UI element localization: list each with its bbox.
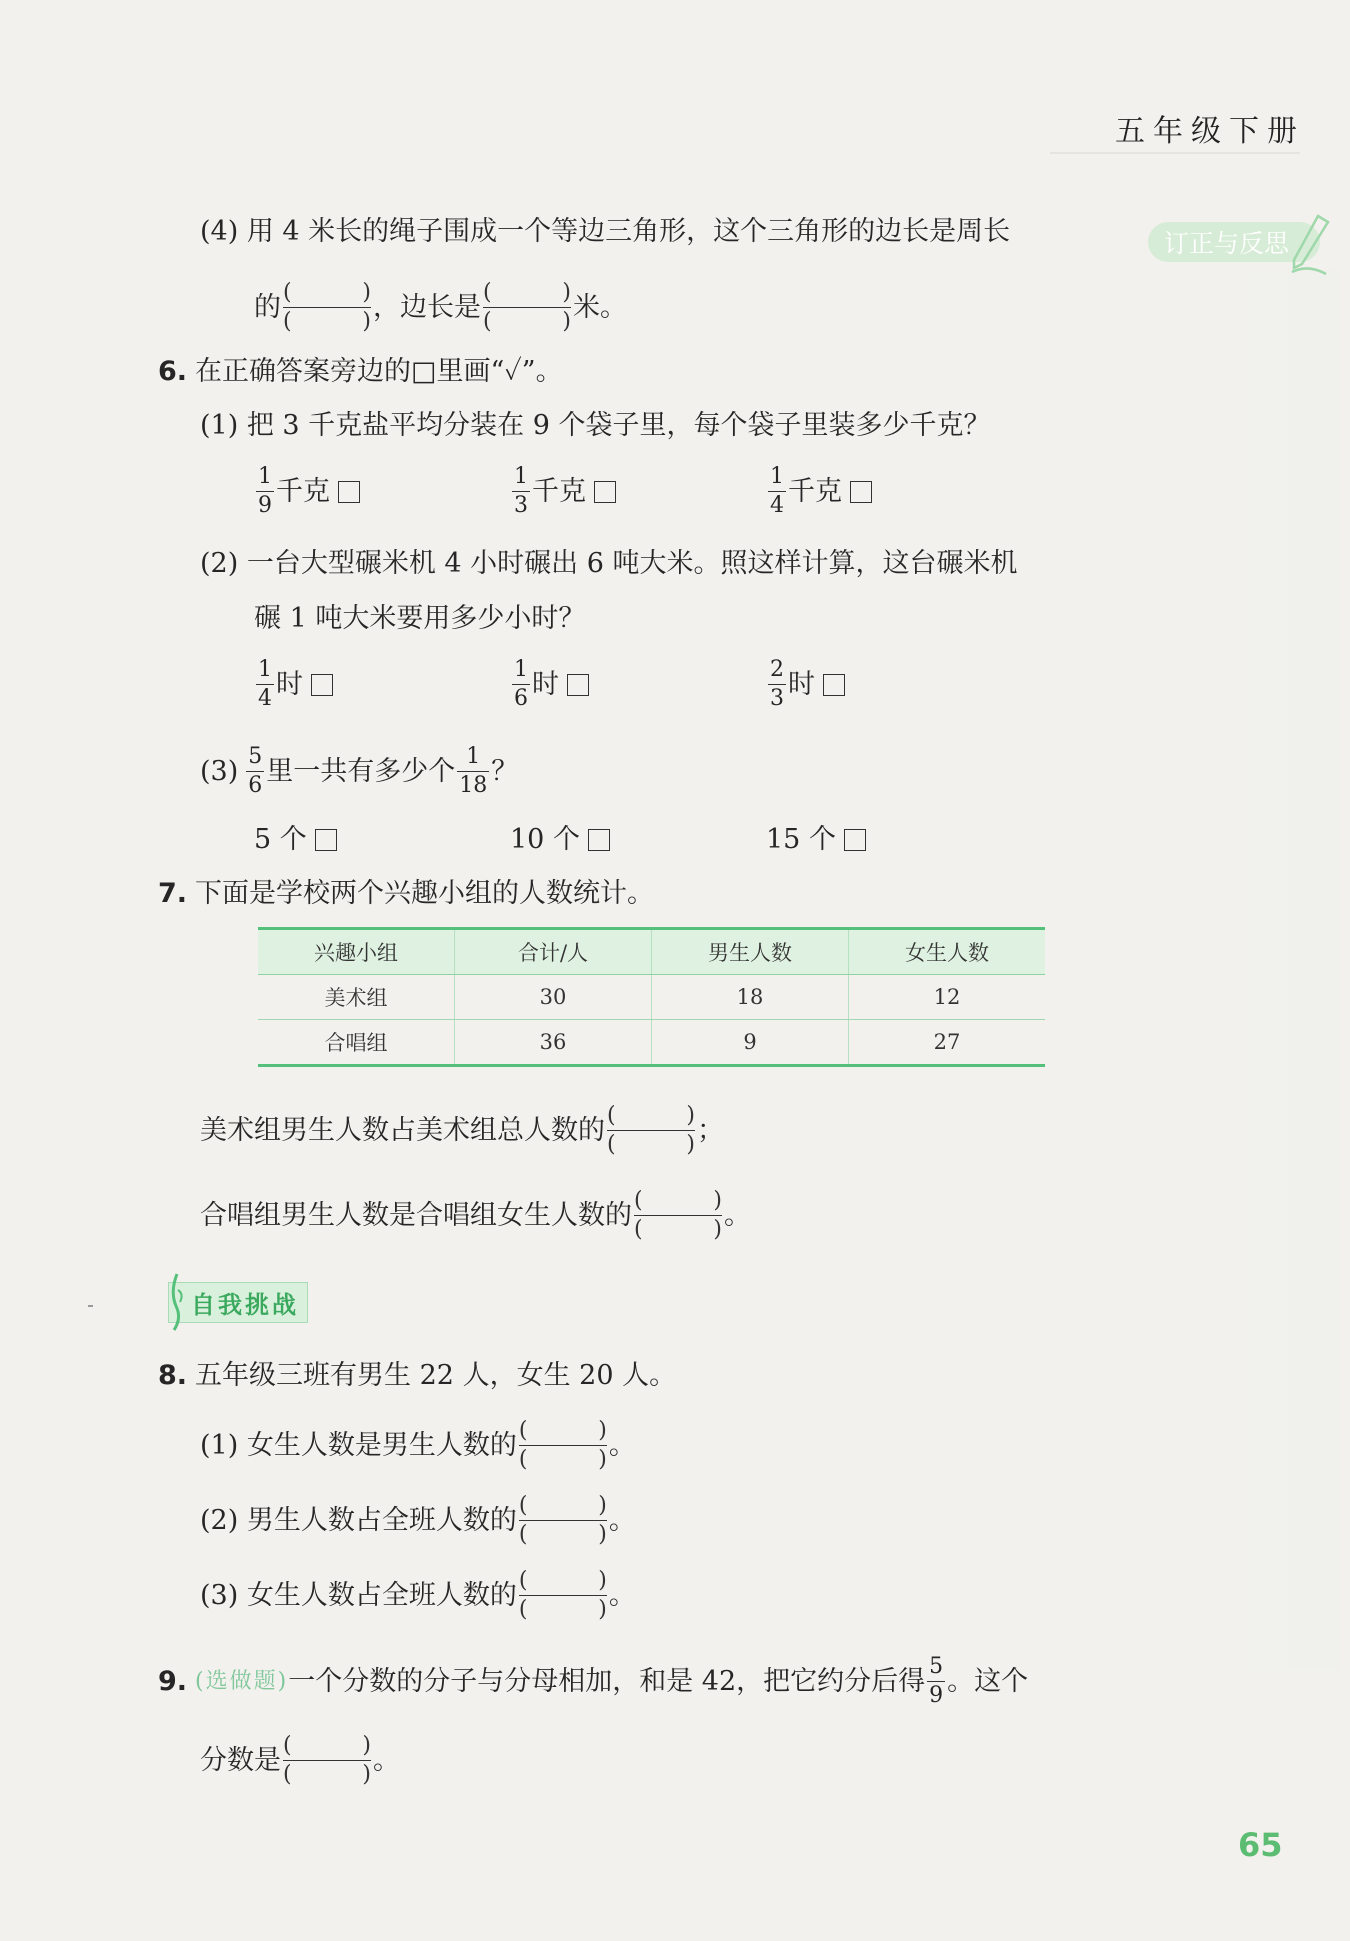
q8-stem: 8. 五年级三班有男生 22 人，女生 20 人。: [158, 1360, 677, 1391]
correction-reflection-badge: 订正与反思: [1148, 222, 1320, 262]
table-row: [258, 975, 1045, 1020]
q5-text-c: 米。: [573, 292, 627, 323]
answer-checkbox[interactable]: [567, 674, 589, 696]
pen-icon: [1288, 212, 1332, 278]
table-header: 合计/人: [455, 929, 652, 975]
answer-checkbox[interactable]: [311, 674, 333, 696]
table-header: 男生人数: [652, 929, 849, 975]
interest-group-table: [258, 927, 1045, 1067]
q6-sub3-text: (3) $\frac{5}{6}$ 里一共有多少个 $\frac{1}{18}$ ？: [200, 744, 519, 798]
q6-stem: 6. 在正确答案旁边的□里画“✓”。: [158, 356, 563, 387]
answer-checkbox[interactable]: [315, 829, 337, 851]
table-cell: 27: [849, 1020, 1046, 1066]
q8-sub3: (3) 女生人数占全班人数的 ( ) ( ) 。: [200, 1568, 636, 1622]
q6-sub2-option-3: $\frac{2}{3}$ 时: [766, 658, 845, 711]
answer-blank-fraction[interactable]: ( ) ( ): [607, 1103, 695, 1157]
q6-sub1-option-3: $\frac{1}{4}$ 千克: [766, 465, 872, 518]
q6-sub1-option-1: $\frac{1}{9}$ 千克: [254, 465, 360, 518]
table-cell: 18: [652, 975, 849, 1020]
optional-tag: (选做题): [195, 1668, 289, 1694]
answer-checkbox[interactable]: [338, 481, 360, 503]
answer-blank-fraction[interactable]: ( ) ( ): [283, 1733, 371, 1787]
section-title: 自我挑战: [168, 1282, 308, 1323]
q6-sub2-option-2: $\frac{1}{6}$ 时: [510, 658, 589, 711]
q8-sub1: (1) 女生人数是男生人数的 ( ) ( ) 。: [200, 1418, 636, 1472]
table-row: [258, 1020, 1045, 1066]
answer-blank-fraction[interactable]: ( ) ( ): [483, 280, 571, 334]
q7-number: 7.: [158, 878, 188, 909]
q6-number: 6.: [158, 356, 188, 387]
table-cell: 美术组: [258, 975, 455, 1020]
answer-blank-fraction[interactable]: ( ) ( ): [634, 1188, 722, 1242]
q6-sub3-option-3: 15 个: [766, 826, 866, 853]
answer-blank-fraction[interactable]: ( ) ( ): [518, 1493, 607, 1547]
q8-sub2: (2) 男生人数占全班人数的 ( ) ( ) 。: [200, 1493, 636, 1547]
answer-checkbox[interactable]: [823, 674, 845, 696]
table-cell: 9: [652, 1020, 849, 1066]
q6-sub2-option-1: $\frac{1}{4}$ 时: [254, 658, 333, 711]
header-divider: [1050, 152, 1300, 154]
q6-sub2-line2: 碾 1 吨大米要用多少小时？: [254, 603, 586, 634]
q5-sub4-line2: [254, 282, 627, 333]
table-cell: 36: [455, 1020, 652, 1066]
leaf-icon: [168, 1272, 186, 1332]
q9-stem: 9. (选做题) 一个分数的分子与分母相加，和是 42，把它约分后得 $\frac{5}{9}$ 。这个: [158, 1654, 1029, 1708]
q9-line2: 分数是 ( ) ( ) 。: [200, 1733, 400, 1787]
q5-text-b: ，边长是: [373, 292, 481, 323]
q6-sub2-line1: (2) 一台大型碾米机 4 小时碾出 6 吨大米。照这样计算，这台碾米机: [200, 548, 1018, 579]
q5-text-a: 的: [254, 292, 281, 323]
q7-line1: 美术组男生人数占美术组总人数的 ( ) ( ) ；: [200, 1103, 724, 1157]
answer-blank-fraction[interactable]: ( ) ( ): [518, 1418, 607, 1472]
answer-blank-fraction[interactable]: ( ) ( ): [518, 1568, 607, 1622]
book-title: 五年级下册: [1115, 114, 1305, 149]
q7-line2: 合唱组男生人数是合唱组女生人数的 ( ) ( ) 。: [200, 1188, 751, 1242]
table-cell: 12: [849, 975, 1046, 1020]
table-cell: 合唱组: [258, 1020, 455, 1066]
answer-checkbox[interactable]: [588, 829, 610, 851]
q7-stem: 7. 下面是学校两个兴趣小组的人数统计。: [158, 878, 655, 909]
margin-column: [1150, 270, 1340, 1670]
table-cell: 30: [455, 975, 652, 1020]
q8-number: 8.: [158, 1360, 188, 1391]
q6-sub1-option-2: $\frac{1}{3}$ 千克: [510, 465, 616, 518]
page-mark: [88, 1305, 93, 1307]
answer-checkbox[interactable]: [850, 481, 872, 503]
answer-checkbox[interactable]: [594, 481, 616, 503]
q6-sub1-text: (1) 把 3 千克盐平均分装在 9 个袋子里，每个袋子里装多少千克？: [200, 410, 991, 441]
q6-sub3-option-1: 5 个: [254, 826, 337, 853]
self-challenge-section-tag: [168, 1284, 308, 1320]
answer-blank-fraction[interactable]: ( ) ( ): [283, 280, 371, 334]
q6-sub3-option-2: 10 个: [510, 826, 610, 853]
table-header: 兴趣小组: [258, 929, 455, 975]
answer-checkbox[interactable]: [844, 829, 866, 851]
page-number: 65: [1238, 1826, 1283, 1864]
table-header-row: [258, 929, 1045, 975]
q5-sub4-line1: (4) 用 4 米长的绳子围成一个等边三角形，这个三角形的边长是周长: [200, 216, 1011, 247]
q9-number: 9.: [158, 1666, 188, 1697]
table-header: 女生人数: [849, 929, 1046, 975]
